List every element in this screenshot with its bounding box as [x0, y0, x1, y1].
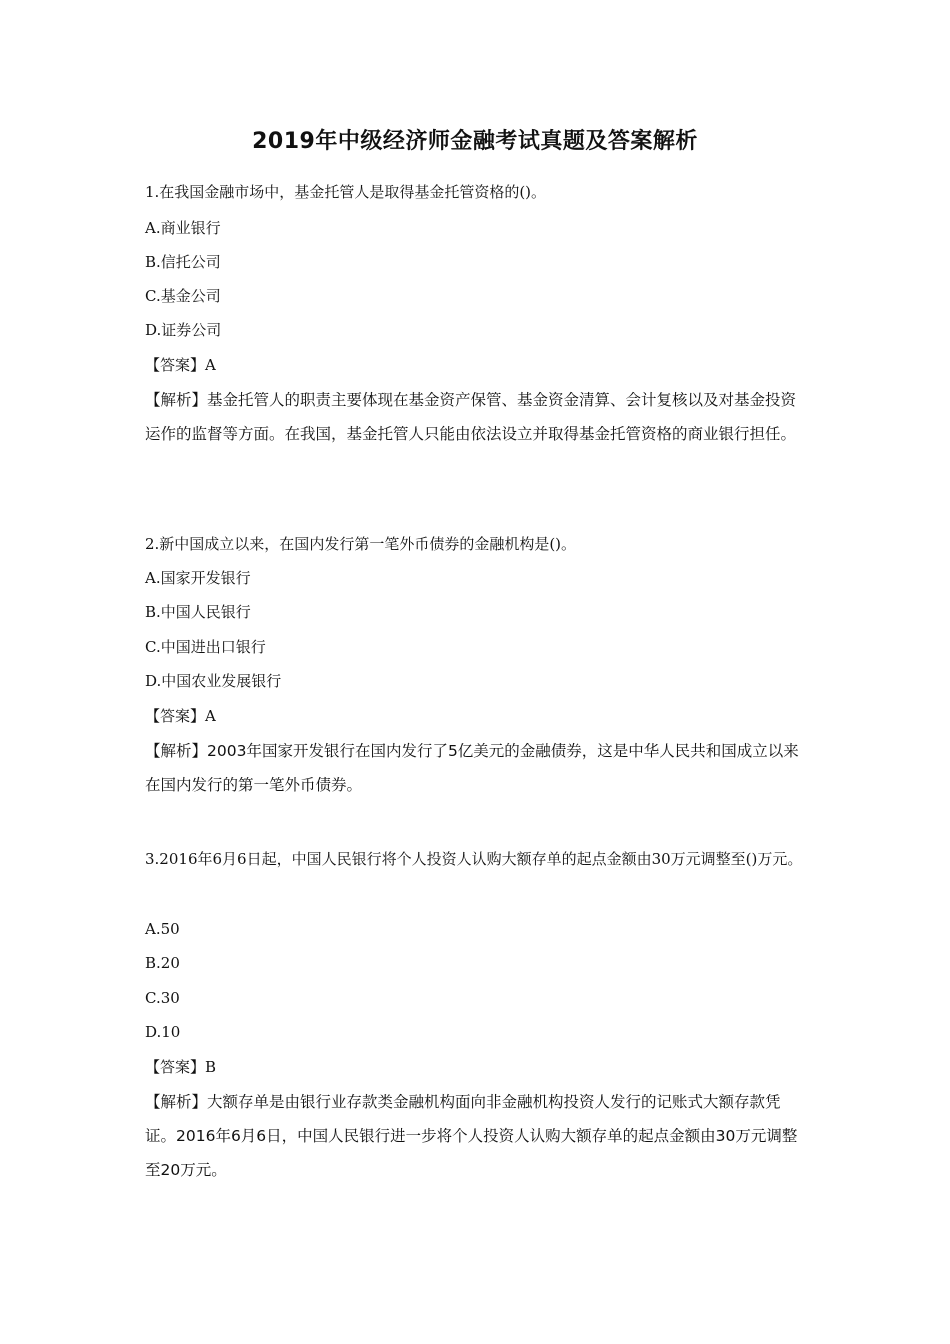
question-2-option-b: B.中国人民银行 — [145, 603, 251, 621]
question-2-answer: 【答案】A — [145, 707, 216, 725]
question-3-stem: 3.2016年6月6日起，中国人民银行将个人投资人认购大额存单的起点金额由30万元调整至()万元。 — [145, 850, 803, 868]
question-2-option-d: D.中国农业发展银行 — [145, 672, 282, 690]
question-1-option-c: C.基金公司 — [145, 287, 221, 305]
question-2-option-c: C.中国进出口银行 — [145, 638, 266, 656]
document-title: 2019年中级经济师金融考试真题及答案解析 — [252, 129, 698, 154]
question-3-option-d: D.10 — [145, 1023, 181, 1041]
question-3-option-c: C.30 — [145, 989, 180, 1007]
question-2-stem: 2.新中国成立以来，在国内发行第一笔外币债券的金融机构是()。 — [145, 535, 577, 553]
question-1-stem: 1.在我国金融市场中，基金托管人是取得基金托管资格的()。 — [145, 183, 547, 201]
question-3-analysis: 【解析】大额存单是由银行业存款类金融机构面向非金融机构投资人发行的记账式大额存款凭证。2016年6月6日，中国人民银行进一步将个人投资人认购大额存单的起点金额由30万元调整至20万元。 — [145, 1093, 798, 1179]
question-1-answer: 【答案】A — [145, 356, 216, 374]
question-1-analysis: 【解析】基金托管人的职责主要体现在基金资产保管、基金资金清算、会计复核以及对基金投资运作的监督等方面。在我国，基金托管人只能由依法设立并取得基金托管资格的商业银行担任。 — [145, 391, 797, 443]
question-2-analysis: 【解析】2003年国家开发银行在国内发行了5亿美元的金融债券，这是中华人民共和国成立以来在国内发行的第一笔外币债券。 — [145, 742, 799, 794]
question-3-answer: 【答案】B — [145, 1058, 217, 1076]
question-3-option-a: A.50 — [145, 920, 180, 938]
question-1-option-b: B.信托公司 — [145, 253, 221, 271]
question-3-option-b: B.20 — [145, 954, 180, 972]
question-2-option-a: A.国家开发银行 — [145, 569, 251, 587]
question-1-option-a: A.商业银行 — [145, 219, 221, 237]
question-1-option-d: D.证券公司 — [145, 321, 222, 339]
